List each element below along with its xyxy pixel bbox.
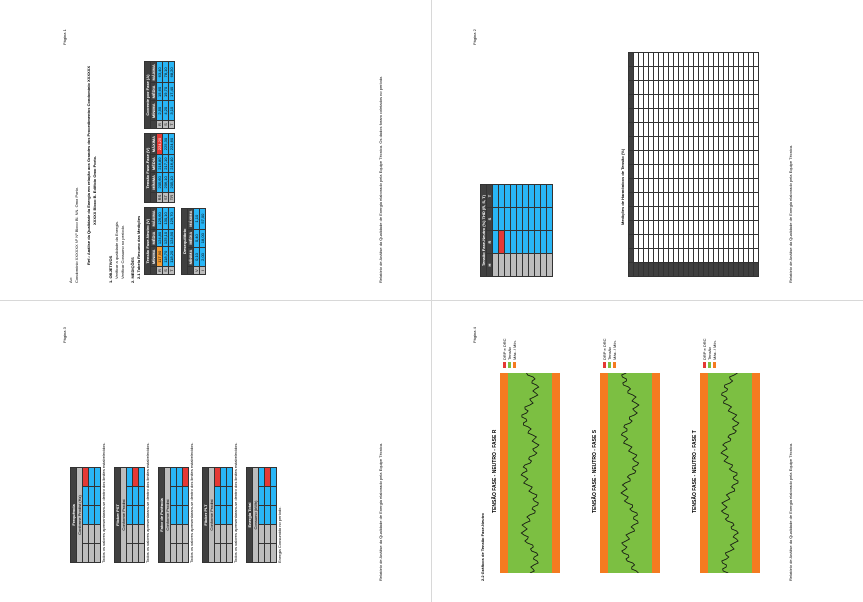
section-tabela-resumo: 2.1 Tabela Resumo das Medições xyxy=(136,215,141,279)
thd-tables xyxy=(480,184,553,277)
harmonics-table xyxy=(628,52,759,277)
quality-note: Todos os valores apresentaram-se dentro dos limites estabelecidos. xyxy=(189,442,194,563)
voltage-chart xyxy=(700,373,760,573)
table-cell xyxy=(227,506,233,525)
summary-table-block xyxy=(144,133,175,203)
table-cell: 2,00 xyxy=(200,247,206,267)
table-subtitle: Consumo (kWh) xyxy=(253,468,259,563)
table-cell: 129,70 xyxy=(169,208,175,229)
legend-item xyxy=(712,339,717,369)
summary-table xyxy=(181,208,206,275)
table-cell xyxy=(95,506,101,525)
legend-label: Tensão xyxy=(507,347,512,360)
table-cell xyxy=(754,165,759,179)
table-title: Tensão Fase-Neutro (V) xyxy=(145,208,151,275)
page-top-right xyxy=(470,20,810,290)
table-row xyxy=(227,468,233,563)
quality-table xyxy=(246,467,277,563)
table-cell xyxy=(547,254,553,277)
table-cell xyxy=(754,207,759,221)
intro-line2: Condomínio XXXXXX Nº Nº Bloco Bl. NN. Omo Porto. xyxy=(74,186,79,283)
table-cell: 19,70 xyxy=(163,83,169,101)
table-cell: T xyxy=(169,121,175,129)
summary-table xyxy=(144,207,175,275)
table-cell xyxy=(271,468,277,487)
table-cell: R xyxy=(157,121,163,129)
table-row xyxy=(547,185,553,277)
summary-table xyxy=(144,61,175,129)
legend-swatch xyxy=(713,362,716,368)
page-footer: Relatório de Análise da Qualidade de Energia elaborado pela Equipe Técnica. xyxy=(788,144,793,283)
column-header: MÍNIMA xyxy=(151,247,157,267)
ref-line2: XXXXX Bloco B. Edifício Omo Porto. xyxy=(92,155,97,225)
page-label: Página 2 xyxy=(472,29,477,45)
table-cell xyxy=(271,487,277,506)
legend-swatch xyxy=(513,362,516,368)
table-title: Tensão Fase-Neutro (%) THD (R, S, T) xyxy=(481,185,487,277)
table-cell: 124,90 xyxy=(169,229,175,247)
summary-table-block xyxy=(181,208,206,275)
column-header: MÁXIMA xyxy=(151,208,157,229)
intro-line1: Ao: xyxy=(68,276,73,283)
section-medicoes: 2. MEDIÇÕES xyxy=(130,257,135,283)
table-cell: TR xyxy=(169,192,175,203)
table-cell: ST xyxy=(163,192,169,203)
column-header: MÉDIA xyxy=(151,229,157,247)
table-title: Tensão Fase-Fase (V) xyxy=(145,133,151,202)
table-cell: R xyxy=(157,267,163,275)
table-cell: 118,70 xyxy=(163,247,169,267)
column-header: S xyxy=(487,208,493,231)
table-cell xyxy=(754,109,759,123)
objetivo-1: Verificar a qualidade da Energia. xyxy=(114,221,119,279)
table-cell: 18,00 xyxy=(200,229,206,247)
table-cell xyxy=(271,506,277,525)
table-cell: 205,10 xyxy=(169,173,175,193)
column-header: MÉDIA xyxy=(151,155,157,173)
legend-label: Tensão xyxy=(607,347,612,360)
table-cell xyxy=(754,263,759,277)
table-cell: 4,20 xyxy=(163,101,169,121)
table-cell xyxy=(183,506,189,525)
column-header: MÁXIMA xyxy=(151,62,157,83)
table-cell xyxy=(95,525,101,544)
table-row xyxy=(95,468,101,563)
table-cell: 130,10 xyxy=(163,208,169,229)
table-cell xyxy=(139,544,145,563)
legend-swatch xyxy=(603,362,606,368)
charts-section-title: 2.2 Gráficos de Tensão Fase-Neutro xyxy=(480,513,485,581)
table-title: Flicker PST xyxy=(115,468,121,563)
page-footer: Relatório de Análise da Qualidade de Energia elaborado pela Equipe Técnica. Os dados foram coletados no período. xyxy=(378,75,383,283)
ref-line: Ref.: Análise da Qualidade da Energia em relação aos Grandes dos Procedimentos Condomínio XXXXXX xyxy=(86,65,91,265)
quality-block xyxy=(202,442,238,563)
table-cell xyxy=(754,193,759,207)
voltage-chart xyxy=(500,373,560,573)
table-cell xyxy=(547,231,553,254)
legend-label: DRP e DRC xyxy=(502,338,507,360)
quality-note: Todos os valores apresentaram-se dentro dos limites estabelecidos. xyxy=(145,442,150,563)
page-divider-vertical xyxy=(431,0,432,602)
legend-label: Tensão xyxy=(707,347,712,360)
legend-swatch xyxy=(508,362,511,368)
quality-table xyxy=(70,467,101,563)
table-cell: 206,10 xyxy=(163,173,169,193)
table-title: Desequilíbrio xyxy=(182,208,188,274)
quality-note: Todos os valores apresentaram-se dentro dos limites estabelecidos. xyxy=(101,442,106,563)
table-cell: 117,90 xyxy=(157,247,163,267)
table-cell xyxy=(754,151,759,165)
table-cell: 68,20 xyxy=(169,62,175,83)
legend-label: Máx. / Mín. xyxy=(512,340,517,360)
table-title-row xyxy=(481,185,487,277)
table-cell xyxy=(754,249,759,263)
chart-adequate-band xyxy=(508,373,552,573)
voltage-chart xyxy=(600,373,660,573)
column-header: MÍNIMA xyxy=(151,101,157,121)
page-label: Página 1 xyxy=(62,29,67,45)
summary-tables xyxy=(144,25,212,275)
legend-item xyxy=(612,339,617,369)
table-title: Flicker PLT xyxy=(203,468,209,563)
table-subtitle: Conforme Prodist (Hz) xyxy=(77,468,83,563)
table-subtitle: Conforme Prodist xyxy=(165,468,171,563)
chart-title: TENSÃO FASE - NEUTRO - FASE S xyxy=(592,429,598,513)
table-cell: T xyxy=(169,267,175,275)
table-cell xyxy=(183,544,189,563)
table-cell xyxy=(227,525,233,544)
table-cell: 216,80 xyxy=(157,155,163,173)
table-cell xyxy=(754,123,759,137)
quality-table xyxy=(158,467,189,563)
table-cell: 57,00 xyxy=(200,208,206,229)
quality-block xyxy=(70,442,106,563)
table-subtitle: Conforme Prodist xyxy=(121,468,127,563)
summary-table-block xyxy=(144,207,175,275)
page-label: Página 3 xyxy=(62,327,67,343)
page-footer: Relatório de Análise da Qualidade de Energia elaborado pela Equipe Técnica. xyxy=(788,442,793,581)
table-cell: 124,80 xyxy=(157,229,163,247)
column-header: H xyxy=(487,254,493,277)
table-cell xyxy=(754,67,759,81)
quality-blocks xyxy=(70,442,290,563)
table-cell xyxy=(95,544,101,563)
quality-block xyxy=(114,442,150,563)
table-row xyxy=(169,208,175,275)
chart-adequate-band xyxy=(708,373,752,573)
objetivo-2: Verificar Consumo no período. xyxy=(120,224,125,279)
legend-label: Máx. / Mín. xyxy=(612,340,617,360)
table-cell: 63,40 xyxy=(157,62,163,83)
column-header: MÉDIA xyxy=(188,229,194,247)
column-header: MÁXIMA xyxy=(151,133,157,154)
table-cell: 78,10 xyxy=(163,62,169,83)
chart-legend xyxy=(602,339,617,369)
table-cell xyxy=(271,525,277,544)
table-cell xyxy=(227,468,233,487)
table-cell: S xyxy=(163,121,169,129)
table-row xyxy=(169,62,175,129)
table-cell: 224,60 xyxy=(169,133,175,154)
table-cell: 0,40 xyxy=(194,229,200,247)
table-cell xyxy=(271,544,277,563)
table-cell xyxy=(139,468,145,487)
legend-label: DRP e DRC xyxy=(602,338,607,360)
legend-swatch xyxy=(703,362,706,368)
column-header: MÍNIMA xyxy=(188,247,194,267)
table-cell xyxy=(183,525,189,544)
table-row xyxy=(200,208,206,274)
table-cell: 129,60 xyxy=(157,208,163,229)
table-cell xyxy=(95,487,101,506)
table-cell xyxy=(754,81,759,95)
legend-swatch xyxy=(608,362,611,368)
table-cell: 15,60 xyxy=(157,83,163,101)
table-cell xyxy=(95,468,101,487)
legend-label: DRP e DRC xyxy=(702,338,707,360)
table-row xyxy=(271,468,277,563)
quality-note: Energia Consumida no período. xyxy=(277,506,282,563)
table-cell xyxy=(139,487,145,506)
table-cell: 17,40 xyxy=(169,83,175,101)
table-cell xyxy=(139,506,145,525)
column-header: T xyxy=(487,185,493,208)
legend-label: Máx. / Mín. xyxy=(712,340,717,360)
table-row xyxy=(183,468,189,563)
table-subtitle: Conforme Prodist xyxy=(209,468,215,563)
table-cell: 225,30 xyxy=(163,133,169,154)
chart-legend xyxy=(502,339,517,369)
table-cell xyxy=(183,468,189,487)
harmonics-title: Medições de Harmônicos de Tensão (%) xyxy=(620,148,625,225)
table-cell xyxy=(547,208,553,231)
table-cell xyxy=(754,137,759,151)
page-top-left xyxy=(60,20,400,290)
table-cell: 3,10 xyxy=(169,101,175,121)
table-cell: 0,10 xyxy=(194,247,200,267)
table-row xyxy=(169,133,175,202)
table-cell xyxy=(139,525,145,544)
table-cell xyxy=(754,95,759,109)
summary-table-block xyxy=(144,61,175,129)
table-cell xyxy=(754,221,759,235)
table-row xyxy=(754,53,759,277)
table-cell: RS xyxy=(157,192,163,203)
table-cell xyxy=(183,487,189,506)
table-cell xyxy=(547,185,553,208)
chart-title: TENSÃO FASE - NEUTRO - FASE R xyxy=(492,429,498,513)
table-cell xyxy=(754,235,759,249)
chart-title: TENSÃO FASE - NEUTRO - FASE T xyxy=(692,430,698,513)
table-cell: 2,50 xyxy=(157,101,163,121)
table-title: Corrente por Fase (A) xyxy=(145,62,151,129)
table-cell xyxy=(754,53,759,67)
page-divider-horizontal xyxy=(0,300,863,301)
chart-legend xyxy=(702,339,717,369)
quality-block xyxy=(158,442,194,563)
legend-swatch xyxy=(613,362,616,368)
quality-table xyxy=(114,467,145,563)
table-cell: 217,10 xyxy=(163,155,169,173)
quality-note: Todos os valores apresentaram-se dentro dos limites estabelecidos. xyxy=(233,442,238,563)
column-header: R xyxy=(487,231,493,254)
page-bottom-right xyxy=(470,318,810,588)
table-cell: V xyxy=(194,267,200,275)
table-cell: I xyxy=(200,267,206,275)
table-cell: S xyxy=(163,267,169,275)
harmonics-grid xyxy=(628,52,759,277)
table-cell: 224,20 xyxy=(157,133,163,154)
chart-adequate-band xyxy=(608,373,652,573)
table-cell: 216,40 xyxy=(169,155,175,173)
table-title: Energia Total xyxy=(247,468,253,563)
table-cell: 1,10 xyxy=(194,208,200,229)
table-cell: 205,60 xyxy=(157,173,163,193)
legend-swatch xyxy=(503,362,506,368)
legend-item xyxy=(512,339,517,369)
table-cell xyxy=(227,544,233,563)
table-cell xyxy=(227,487,233,506)
table-row xyxy=(139,468,145,563)
thd-table xyxy=(480,184,553,277)
column-header: MÁXIMA xyxy=(188,208,194,229)
column-header: MÉDIA xyxy=(151,83,157,101)
quality-block xyxy=(246,442,282,563)
page-label: Página 4 xyxy=(472,327,477,343)
summary-table xyxy=(144,133,175,203)
section-objetivos: 1. OBJETIVOS xyxy=(108,255,113,283)
page-footer: Relatório de Análise da Qualidade de Energia elaborado pela Equipe Técnica. xyxy=(378,442,383,581)
page-bottom-left xyxy=(60,318,400,588)
table-title: Frequência xyxy=(71,468,77,563)
table-title: Fator de Potência xyxy=(159,468,165,563)
table-cell: 125,10 xyxy=(163,229,169,247)
column-header: MÍNIMA xyxy=(151,173,157,193)
legend-swatch xyxy=(708,362,711,368)
table-cell: 118,20 xyxy=(169,247,175,267)
quality-table xyxy=(202,467,233,563)
table-cell xyxy=(754,179,759,193)
